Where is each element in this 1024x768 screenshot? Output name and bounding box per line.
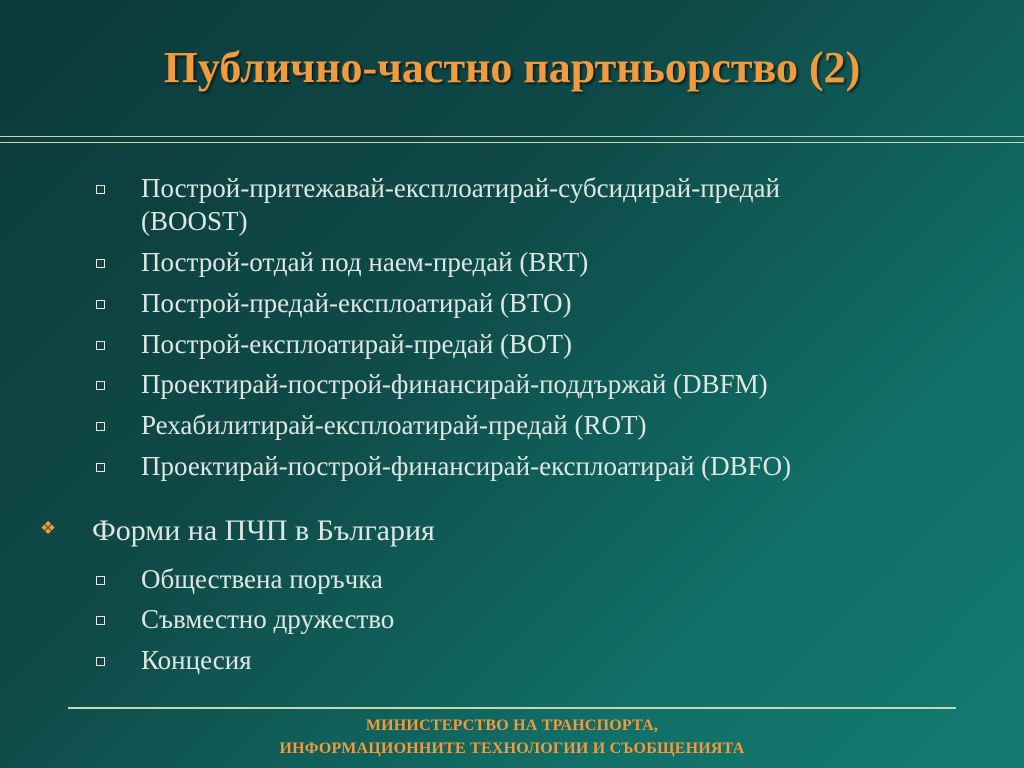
list-item-text: Построй-отдай под наем-предай (BRT) bbox=[141, 247, 589, 277]
list-item-text: Построй-предай-експлоатирай (BTO) bbox=[141, 288, 572, 318]
footer-line-2: ИНФОРМАЦИОННИТЕ ТЕХНОЛОГИИ И СЪОБЩЕНИЯТА bbox=[279, 740, 745, 757]
square-bullet-icon bbox=[96, 422, 105, 431]
square-bullet-icon bbox=[96, 616, 105, 625]
list-item-text: Построй-експлоатирай-предай (BOT) bbox=[141, 329, 572, 359]
list-item-text: Съвместно дружество bbox=[141, 604, 395, 634]
footer-line-1: МИНИСТЕРСТВО НА ТРАНСПОРТА, bbox=[365, 717, 659, 734]
footer-divider bbox=[68, 707, 956, 709]
list-item-text: Рехабилитирай-експлоатирай-предай (ROT) bbox=[141, 410, 647, 440]
square-bullet-icon bbox=[96, 185, 105, 194]
list-item-text: Проектирай-построй-финансирай-експлоатирай (DBFO) bbox=[141, 451, 792, 481]
slide-title: Публично-частно партньорство (2) bbox=[163, 43, 861, 92]
square-bullet-icon bbox=[96, 341, 105, 350]
section-heading-text: Форми на ПЧП в България bbox=[92, 514, 435, 547]
square-bullet-icon bbox=[96, 300, 105, 309]
square-bullet-icon bbox=[96, 657, 105, 666]
list-item-text: Построй-притежавай-експлоатирай-субсидирай-предай bbox=[141, 173, 780, 203]
square-bullet-icon bbox=[96, 463, 105, 472]
list-item bbox=[96, 172, 996, 238]
title-divider bbox=[0, 136, 1024, 146]
square-bullet-icon bbox=[96, 381, 105, 390]
diamond-bullet-icon: ❖ bbox=[40, 518, 57, 539]
square-bullet-icon bbox=[96, 259, 105, 268]
square-bullet-icon bbox=[96, 576, 105, 585]
list-item-text: Обществена поръчка bbox=[141, 564, 383, 594]
list-item-text: (BOOST) bbox=[141, 206, 248, 236]
list-item-text: Концесия bbox=[141, 645, 252, 675]
list-item-text: Проектирай-построй-финансирай-поддържай (DBFM) bbox=[141, 369, 768, 399]
